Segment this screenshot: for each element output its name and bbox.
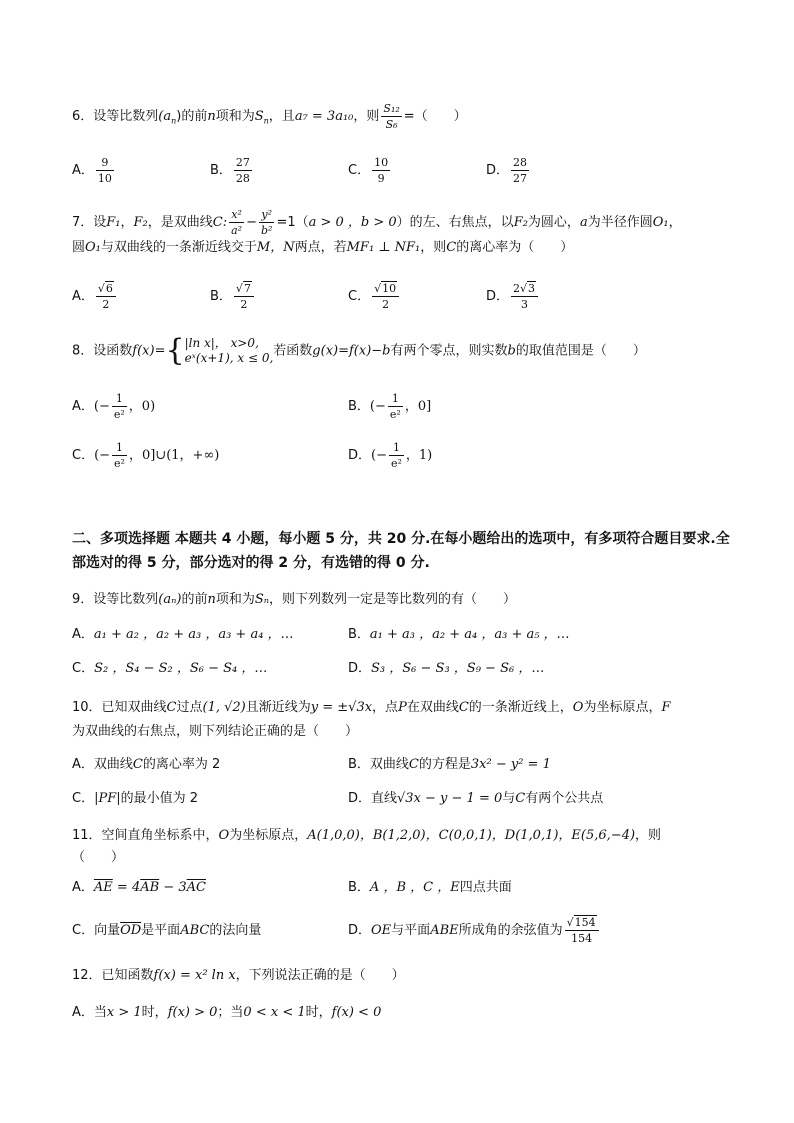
option-label: A．双曲线 <box>72 757 133 772</box>
option-fraction <box>96 283 116 310</box>
fraction-den: 2 <box>382 298 390 311</box>
option-expr: a₁ + a₃ ，a₂ + a₄ ，a₃ + a₅ ，… <box>369 627 570 642</box>
option-text: 与平面 <box>391 923 431 938</box>
vector: $\overline{AC}$ <box>186 880 206 895</box>
q6-text: ，且 <box>268 109 295 124</box>
q6-n: n <box>207 109 216 124</box>
q7-curve: C <box>446 240 457 255</box>
q11-o: O <box>218 828 230 843</box>
q10-asymptote: y = ±√3x <box>310 700 373 715</box>
option-pre: (− <box>94 448 111 463</box>
option-pre: (− <box>93 399 110 414</box>
q10-text: 为坐标原点， <box>583 700 662 715</box>
q12-function: f(x) = x² ln x <box>153 968 236 983</box>
q6-condition: a₇ = 3a₁₀ <box>294 109 354 124</box>
option-text: 的最小值为 2 <box>120 791 199 806</box>
option-expr: a₁ + a₂ ，a₂ + a₃ ，a₃ + a₄ ，… <box>93 627 294 642</box>
fraction-num: 1 <box>389 442 404 456</box>
q12-text: ，下列说法正确的是（ ） <box>235 968 405 983</box>
option-fraction <box>565 917 599 944</box>
q7-text: 的离心率为（ ） <box>456 240 574 255</box>
q9-text: 9．设等比数列 <box>72 592 159 607</box>
option-text: 是平面 <box>141 923 181 938</box>
q7-o1: O₁ <box>85 240 101 255</box>
q10-c: C <box>132 757 143 772</box>
q10-option-a[interactable] <box>72 755 220 775</box>
option-fraction <box>389 442 404 469</box>
option-label: B． <box>348 880 370 895</box>
fraction-num: 27 <box>235 156 250 169</box>
q7-y-frac <box>259 209 274 236</box>
fraction-den: e² <box>390 457 402 470</box>
q7-text: 两点，若 <box>294 240 347 255</box>
q6-stem <box>72 103 467 132</box>
option-label: D． <box>348 923 372 938</box>
option-fraction <box>511 157 529 184</box>
option-pre: (− <box>371 448 387 463</box>
option-label: B． <box>210 289 232 304</box>
option-expr: = 4 <box>112 880 141 895</box>
q6-option-d[interactable] <box>486 157 531 184</box>
q8-option-c[interactable] <box>72 442 219 469</box>
q9-option-d[interactable] <box>348 659 544 679</box>
q6-seq-sub: n <box>171 116 177 126</box>
q7-option-c[interactable] <box>348 283 401 310</box>
option-fraction <box>112 393 127 420</box>
option-expr: 3x² − y² = 1 <box>470 757 551 772</box>
q9-text: 的前 <box>181 592 208 607</box>
option-post: ，0] <box>404 399 432 414</box>
option-text: 时， <box>141 1005 168 1020</box>
option-text: 有两个公共点 <box>525 791 604 806</box>
fraction-num: 1 <box>388 393 403 407</box>
q10-stem-line2: 为双曲线的右焦点，则下列结论正确的是（ ） <box>72 724 359 739</box>
option-expr: √3x − y − 1 = 0 <box>397 791 503 806</box>
radicand: 154 <box>574 916 596 929</box>
fraction-num: √6 <box>96 283 116 297</box>
fraction-den: 28 <box>235 172 250 185</box>
radicand: 3 <box>528 282 536 295</box>
q11-points: A(1,0,0)，B(1,2,0)，C(0,0,1)，D(1,0,1)，E(5,6,−4) <box>307 828 636 843</box>
option-label: C． <box>348 289 371 304</box>
q11-option-b[interactable] <box>348 878 512 898</box>
q7-perp: MF₁ ⊥ NF₁ <box>346 240 421 255</box>
plane-name: ABE <box>430 923 459 938</box>
q7-text: ， <box>668 215 682 230</box>
option-label: A． <box>72 880 94 895</box>
q9-option-b[interactable] <box>348 625 570 645</box>
q11-text: 11．空间直角坐标系中， <box>72 828 219 843</box>
option-fraction <box>96 157 114 184</box>
q7-f2: F₂ <box>133 215 148 230</box>
q7-text: ，则 <box>420 240 447 255</box>
q10-stem-line1 <box>72 698 671 718</box>
q6-ratio-num: S₁₂ <box>383 102 400 115</box>
fraction-den: 2 <box>102 298 110 311</box>
option-label: B． <box>348 399 370 414</box>
q7-text: 与双曲线的一条渐近线交于 <box>100 240 257 255</box>
section-2-heading: 二、多项选择题 本题共 4 小题，每小题 5 分，共 20 分.在每小题给出的选项中，有多项符合题目要求.全部选对的得 5 分，部分选对的得 2 分，有选错的得 0 分. <box>72 531 730 571</box>
q10-text: ，点 <box>372 700 399 715</box>
option-fraction <box>511 283 538 310</box>
q10-c: C <box>515 791 526 806</box>
fraction-num: x² <box>229 209 244 223</box>
option-label: C． <box>72 661 95 676</box>
q9-option-a[interactable] <box>72 625 294 645</box>
q8-option-b[interactable] <box>348 393 431 420</box>
q8-f: f(x)= <box>132 343 166 359</box>
q11-option-a[interactable] <box>72 878 206 898</box>
q9-seq: (aₙ) <box>158 592 182 607</box>
option-label: D． <box>486 289 510 304</box>
radicand: 7 <box>243 282 251 295</box>
q8-text: 8．设函数 <box>72 343 133 359</box>
option-expr: S₃ ，S₆ − S₃ ，S₉ − S₆ ，… <box>371 661 545 676</box>
q9-stem <box>72 590 516 610</box>
option-text: 时， <box>305 1005 332 1020</box>
q7-text: ，是双曲线 <box>147 215 213 230</box>
q12-stem <box>72 966 405 986</box>
q8-g: g(x)=f(x)−b <box>312 343 391 359</box>
option-text: 的方程是 <box>418 757 471 772</box>
q8-option-a[interactable] <box>72 393 155 420</box>
q10-f: F <box>661 700 671 715</box>
option-fraction <box>112 442 127 469</box>
q8-piecewise <box>185 336 274 366</box>
q7-option-d[interactable] <box>486 283 540 310</box>
option-text: ；当 <box>217 1005 244 1020</box>
q6-text: =（ ） <box>403 109 467 124</box>
q7-option-b[interactable] <box>210 283 256 310</box>
q11-stem-line1 <box>72 826 661 846</box>
q8-text: 有两个零点，则实数 <box>390 343 508 359</box>
q7-text: 为半径作圆 <box>587 215 653 230</box>
q9-option-c[interactable] <box>72 659 267 679</box>
q9-text: 项和为 <box>215 592 255 607</box>
fraction-num: 9 <box>96 157 114 171</box>
option-text: 所成角的余弦值为 <box>458 923 563 938</box>
q8-case2: eˣ(x+1), x ≤ 0, <box>184 351 274 365</box>
option-fraction <box>234 283 254 310</box>
option-text: 的离心率为 2 <box>142 757 221 772</box>
q10-o: O <box>572 700 584 715</box>
fraction-den: 27 <box>513 172 528 185</box>
option-label: D．直线 <box>348 791 398 806</box>
option-expr: |PF| <box>94 791 121 806</box>
q7-condition: a > 0 ，b > 0 <box>308 215 397 230</box>
option-expr: x > 1 <box>106 1005 142 1020</box>
vector: $\overline{AB}$ <box>140 880 160 895</box>
q6-option-a[interactable] <box>72 157 116 184</box>
option-label: A． <box>72 289 94 304</box>
fraction-num: y² <box>259 209 274 223</box>
q6-s: S <box>254 109 264 124</box>
option-label: A． <box>72 399 94 414</box>
option-expr: OE <box>371 923 392 938</box>
q7-stem-line1 <box>72 209 682 236</box>
fraction-den: 3 <box>521 298 529 311</box>
fraction-num: 28 <box>513 156 528 169</box>
option-fraction <box>372 157 390 184</box>
option-text: 与 <box>502 791 516 806</box>
radicand: 10 <box>382 282 397 295</box>
q10-c: C <box>166 700 177 715</box>
q7-text: ）的左、右焦点，以 <box>396 215 514 230</box>
option-label: D． <box>486 163 510 178</box>
vector: $\overline{AE}$ <box>93 880 113 895</box>
option-label: A． <box>72 627 94 642</box>
q12-option-a[interactable] <box>72 1003 381 1023</box>
q7-o1: O₁ <box>652 215 669 230</box>
q10-point: (1, √2) <box>202 700 246 715</box>
option-fraction <box>388 393 403 420</box>
q10-text: 过点 <box>176 700 203 715</box>
option-label: D． <box>348 448 372 463</box>
q8-brace: { <box>165 333 185 368</box>
q7-curve: C: <box>212 215 228 230</box>
q10-c: C <box>408 757 419 772</box>
fraction-num: √10 <box>372 283 399 297</box>
q8-stem <box>72 333 646 368</box>
option-text: 四点共面 <box>459 880 512 895</box>
fraction-den: e² <box>389 408 401 421</box>
q6-option-c[interactable] <box>348 157 392 184</box>
q7-text: 7．设 <box>72 215 107 230</box>
fraction-den: 154 <box>571 932 593 945</box>
q10-text: 的一条渐近线上， <box>468 700 573 715</box>
option-text: 的法向量 <box>209 923 262 938</box>
option-post: ，0]∪(1，+∞) <box>128 448 220 463</box>
fraction-den: a² <box>231 224 243 237</box>
q11-text: ，则 <box>635 828 662 843</box>
q7-text: − <box>246 215 257 230</box>
option-expr: − 3 <box>159 880 187 895</box>
q7-text: ， <box>120 215 134 230</box>
q9-n: n <box>207 592 216 607</box>
option-label: B．双曲线 <box>348 757 409 772</box>
q7-f1: F₁ <box>106 215 121 230</box>
fraction-num: 1 <box>112 442 127 456</box>
q6-text: )的前 <box>176 109 208 124</box>
q10-c: C <box>458 700 469 715</box>
q10-text: 10．已知双曲线 <box>72 700 167 715</box>
fraction-den: e² <box>114 457 125 470</box>
q10-option-d[interactable] <box>348 789 603 809</box>
option-label: D． <box>348 661 372 676</box>
q6-text: 6．设等比数列 <box>72 109 159 124</box>
fraction-den: 2 <box>240 298 248 311</box>
option-pre: (− <box>369 399 386 414</box>
q6-seq: (a <box>158 109 172 124</box>
option-expr: f(x) < 0 <box>331 1005 382 1020</box>
q7-option-a[interactable] <box>72 283 118 310</box>
q8-case1: |ln x|， x>0, <box>184 336 259 350</box>
q10-text: 在双曲线 <box>406 700 459 715</box>
q11-option-d[interactable] <box>348 914 601 948</box>
fraction-num: √154 <box>565 917 599 931</box>
vector: $\overline{OD}$ <box>120 923 142 938</box>
q8-b: b <box>507 343 516 359</box>
option-label: C． <box>72 791 95 806</box>
fraction-num: √7 <box>234 283 254 297</box>
option-fraction <box>234 157 252 184</box>
option-label: A．当 <box>72 1005 107 1020</box>
radicand: 6 <box>105 282 113 295</box>
option-label: A． <box>72 163 94 178</box>
fraction-num: 1 <box>112 393 127 407</box>
q7-text: 为圆心， <box>527 215 580 230</box>
option-label: B． <box>348 627 370 642</box>
option-expr: 0 < x < 1 <box>243 1005 306 1020</box>
q6-text: ，则 <box>353 109 380 124</box>
q11-stem-line2: （ ） <box>72 850 125 865</box>
q7-a: a <box>579 215 588 230</box>
q9-sn: Sₙ <box>254 592 270 607</box>
option-label: C． <box>348 163 371 178</box>
option-post: ，0) <box>128 399 156 414</box>
q6-ratio <box>381 103 401 130</box>
q8-text: 若函数 <box>273 343 313 359</box>
q6-text: 项和为 <box>215 109 255 124</box>
plane-name: ABC <box>180 923 210 938</box>
q12-text: 12．已知函数 <box>72 968 154 983</box>
fraction-num: 10 <box>374 156 389 169</box>
q11-text: 为坐标原点， <box>229 828 308 843</box>
q6-ratio-den: S₆ <box>385 118 398 131</box>
option-fraction <box>372 283 399 310</box>
q7-mn: M，N <box>256 240 295 255</box>
coefficient: 2 <box>513 282 521 295</box>
option-expr: S₂ ，S₄ − S₂ ，S₆ − S₄ ，… <box>94 661 268 676</box>
q6-s-sub: n <box>263 116 269 126</box>
q7-stem-line2 <box>72 238 573 258</box>
q10-option-c[interactable] <box>72 789 198 809</box>
fraction-den: b² <box>260 224 273 237</box>
q7-f2: F₂ <box>513 215 528 230</box>
option-label: C．向量 <box>72 923 121 938</box>
q7-text: 圆 <box>72 240 86 255</box>
fraction-den: 10 <box>97 172 112 185</box>
fraction-num: 2√3 <box>511 283 538 297</box>
option-label: C． <box>72 448 95 463</box>
q7-x-frac <box>229 209 244 236</box>
option-expr: f(x) > 0 <box>167 1005 218 1020</box>
fraction-den: 9 <box>377 172 385 185</box>
q6-option-b[interactable] <box>210 157 254 184</box>
option-expr: A ，B ，C ，E <box>369 880 460 895</box>
q9-text: ，则下列数列一定是等比数列的有（ ） <box>269 592 517 607</box>
q11-option-c[interactable] <box>72 921 261 941</box>
q8-text: 的取值范围是（ ） <box>515 343 646 359</box>
fraction-den: e² <box>113 408 125 421</box>
q10-option-b[interactable] <box>348 755 551 775</box>
q7-text: =1（ <box>276 215 309 230</box>
q10-p: P <box>398 700 407 715</box>
option-post: ，1) <box>405 448 433 463</box>
q10-text: 且渐近线为 <box>245 700 311 715</box>
option-label: B． <box>210 163 232 178</box>
q8-option-d[interactable] <box>348 442 432 469</box>
